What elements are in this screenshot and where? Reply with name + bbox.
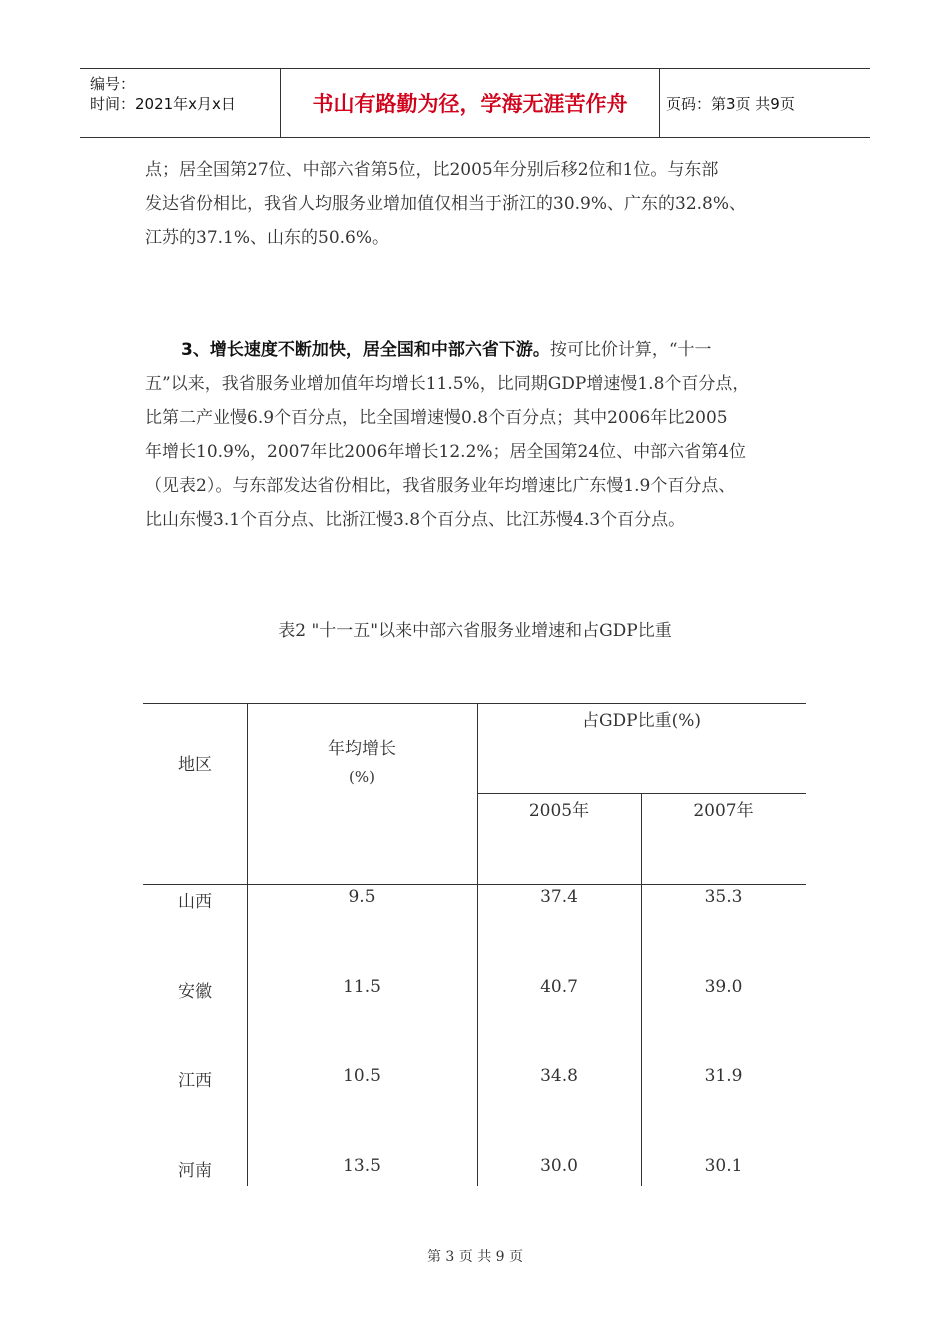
row-2005: 34.8: [540, 1066, 578, 1086]
paragraph-line: [145, 333, 825, 367]
table-top-rule: [143, 703, 806, 704]
paragraph-1: [145, 153, 825, 255]
row-2005: 40.7: [540, 977, 578, 997]
paragraph-text: 按可比价计算，“十一: [549, 340, 712, 360]
paragraph-2: [145, 333, 825, 537]
paragraph-line: 发达省份相比，我省人均服务业增加值仅相当于浙江的30.9%、广东的32.8%、: [145, 194, 747, 214]
row-2007: 31.9: [704, 1066, 743, 1086]
section-heading: 3、增长速度不断加快，居全国和中部六省下游。: [181, 340, 550, 360]
paragraph-line: 比第二产业慢6.9个百分点，比全国增速慢0.8个百分点；其中2006年比2005: [145, 408, 728, 428]
row-growth: 9.5: [348, 887, 376, 907]
table-col-divider: [477, 703, 478, 1186]
row-region: 河南: [178, 1161, 212, 1181]
table-header-rule: [143, 884, 806, 885]
header-meta: [80, 69, 281, 137]
row-growth: 13.5: [343, 1156, 381, 1176]
header-gdp-share: 占GDP比重(%): [581, 711, 702, 731]
row-growth: 11.5: [343, 977, 381, 997]
header-growth: 年均增长: [328, 739, 396, 759]
row-growth: 10.5: [343, 1066, 381, 1086]
paragraph-line: 五”以来，我省服务业增加值年均增长11.5%，比同期GDP增速慢1.8个百分点，: [145, 374, 750, 394]
row-2005: 30.0: [540, 1156, 578, 1176]
paragraph-line: 点；居全国第27位、中部六省第5位，比2005年分别后移2位和1位。与东部: [145, 160, 719, 180]
paragraph-line: 年增长10.9%，2007年比2006年增长12.2%；居全国第24位、中部六省第4位: [145, 442, 746, 462]
header-page-number: 页码：第3页 共9页: [666, 94, 795, 113]
row-2005: 37.4: [540, 887, 578, 907]
row-region: 安徽: [178, 982, 212, 1002]
header-motto: 书山有路勤为径，学海无涯苦作舟: [281, 69, 660, 137]
header-region: 地区: [178, 755, 212, 775]
header-growth-unit: (%): [349, 768, 375, 786]
page-header: [80, 68, 870, 138]
header-year-2005: 2005年: [528, 801, 590, 821]
serial-label: 编号：: [90, 75, 136, 93]
row-2007: 30.1: [704, 1156, 743, 1176]
paragraph-line: （见表2）。与东部发达省份相比，我省服务业年均增速比广东慢1.9个百分点、: [145, 476, 736, 496]
header-year-2007: 2007年: [693, 801, 754, 821]
paragraph-line: 江苏的37.1%、山东的50.6%。: [145, 228, 390, 248]
date-label: 时间：2021年x月x日: [90, 95, 236, 113]
row-2007: 35.3: [704, 887, 743, 907]
row-region: 江西: [178, 1071, 212, 1091]
row-2007: 39.0: [704, 977, 743, 997]
paragraph-line: 比山东慢3.1个百分点、比浙江慢3.8个百分点、比江苏慢4.3个百分点。: [145, 510, 686, 530]
row-region: 山西: [178, 892, 212, 912]
page-footer: 第 3 页 共 9 页: [426, 1249, 524, 1265]
table-caption: 表2 "十一五"以来中部六省服务业增速和占GDP比重: [278, 621, 672, 641]
